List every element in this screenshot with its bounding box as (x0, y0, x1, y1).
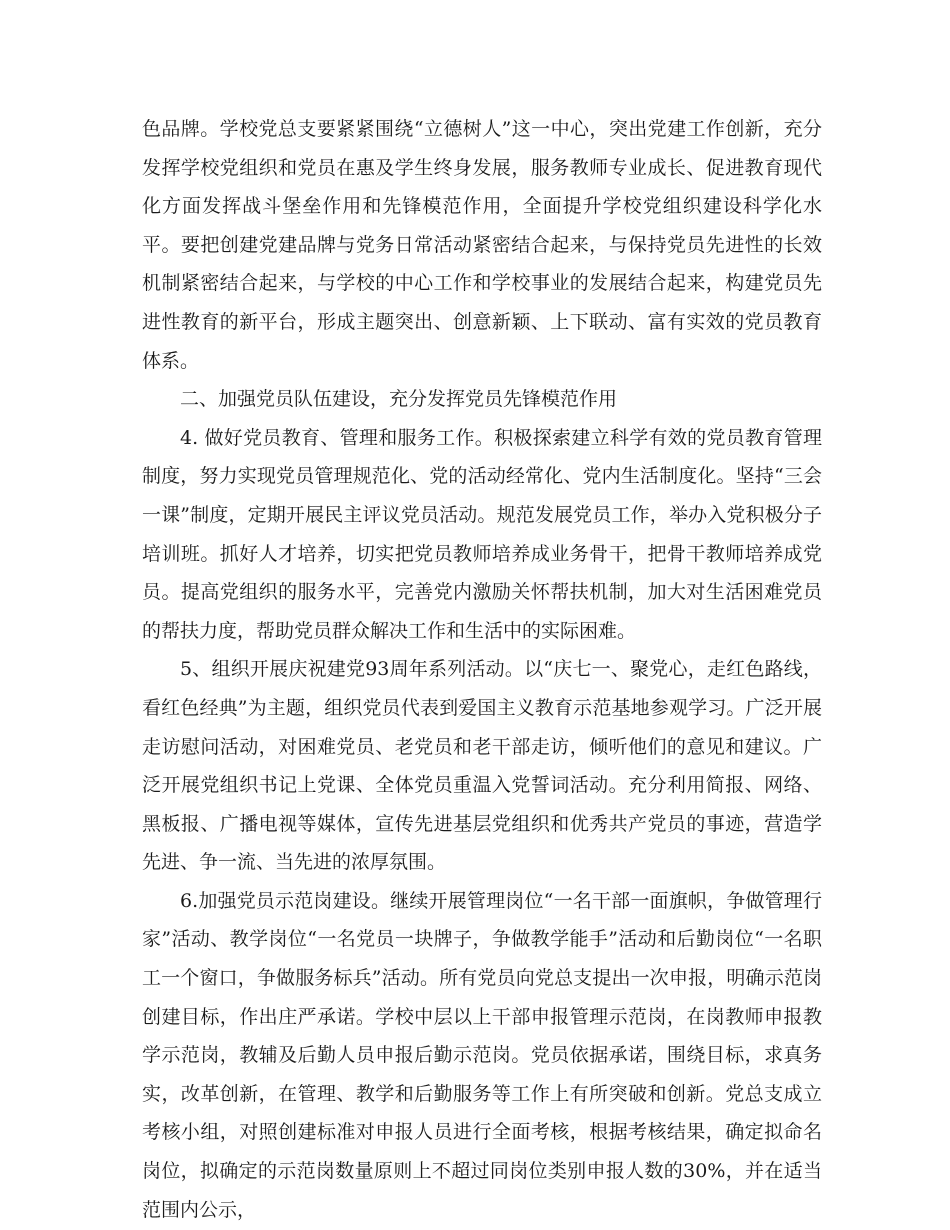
paragraph-continuation: 色品牌。学校党总支要紧紧围绕“立德树人”这一中心，突出党建工作创新，充分发挥学校党组织和党员在惠及学生终身发展，服务教师专业成长、促进教育现代化方面发挥战斗堡垒作用和先锋模范作用，全面提升学校党组织建设科学化水平。要把创建党建品牌与党务日常活动紧密结合起来，与保持党员先进性的长效机制紧密结合起来，与学校的中心工作和学校事业的发展结合起来，构建党员先进性教育的新平台，形成主题突出、创意新颖、上下联动、富有实效的党员教育体系。 (142, 118, 822, 372)
section-heading: 二、加强党员队伍建设，充分发挥党员先锋模范作用 (180, 388, 618, 411)
document-body (142, 110, 822, 1229)
paragraph-item-6: 6.加强党员示范岗建设。继续开展管理岗位“一名干部一面旗帜，争做管理行家”活动、教学岗位“一名党员一块牌子，争做教学能手”活动和后勤岗位“一名职工一个窗口，争做服务标兵”活动。所有党员向党总支提出一次申报，明确示范岗创建目标，作出庄严承诺。学校中层以上干部申报管理示范岗，在岗教师申报教学示范岗，教辅及后勤人员申报后勤示范岗。党员依据承诺，围绕目标，求真务实，改革创新，在管理、教学和后勤服务等工作上有所突破和创新。党总支成立考核小组，对照创建标准对申报人员进行全面考核，根据考核结果，确定拟命名岗位，拟确定的示范岗数量原则上不超过同岗位类别申报人数的30%，并在适当范围内公示， (142, 889, 822, 1221)
paragraph-item-4: 4. 做好党员教育、管理和服务工作。积极探索建立科学有效的党员教育管理制度，努力实现党员管理规范化、党的活动经常化、党内生活制度化。坚持“三会一课”制度，定期开展民主评议党员活动。规范发展党员工作，举办入党积极分子培训班。抓好人才培养，切实把党员教师培养成业务骨干，把骨干教师培养成党员。提高党组织的服务水平，完善党内激励关怀帮扶机制，加大对生活困难党员的帮扶力度，帮助党员群众解决工作和生活中的实际困难。 (142, 426, 822, 642)
paragraph-item-5: 5、组织开展庆祝建党93周年系列活动。以“庆七一、聚党心，走红色路线，看红色经典”为主题，组织党员代表到爱国主义教育示范基地参观学习。广泛开展走访慰问活动，对困难党员、老党员和老干部走访，倾听他们的意见和建议。广泛开展党组织书记上党课、全体党员重温入党誓词活动。充分利用简报、网络、黑板报、广播电视等媒体，宣传先进基层党组织和优秀共产党员的事迹，营造学先进、争一流、当先进的浓厚氛围。 (142, 658, 822, 874)
